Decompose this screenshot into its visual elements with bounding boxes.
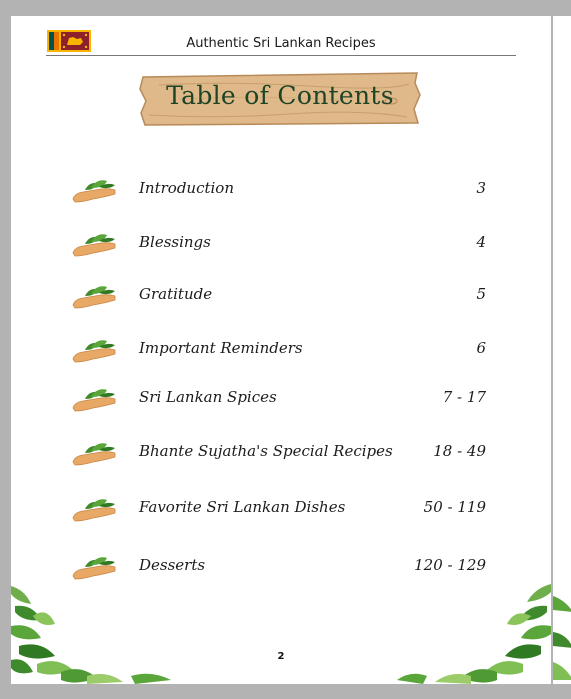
toc-entry-label: Introduction (139, 179, 234, 197)
toc-entry-page: 6 (476, 339, 486, 357)
toc-entry-label: Blessings (139, 233, 211, 251)
toc-entry-page: 18 - 49 (433, 442, 486, 460)
toc-entry-page: 7 - 17 (442, 388, 486, 406)
hand-with-leaves-icon (71, 280, 119, 310)
hand-with-leaves-icon (71, 493, 119, 523)
toc-title: Table of Contents (166, 81, 394, 110)
next-page-edge (553, 16, 571, 684)
running-header: Authentic Sri Lankan Recipes (186, 36, 376, 51)
toc-entry-label: Favorite Sri Lankan Dishes (139, 498, 346, 516)
hand-with-leaves-icon (71, 383, 119, 413)
hand-with-leaves-icon (71, 437, 119, 467)
toc-entry[interactable] (71, 174, 491, 204)
hand-with-leaves-icon (71, 174, 119, 204)
toc-entry-label: Sri Lankan Spices (139, 388, 277, 406)
page-number: 2 (277, 651, 285, 662)
toc-entry[interactable] (71, 437, 491, 467)
toc-entry-page: 4 (476, 233, 486, 251)
document-page (11, 16, 551, 684)
leaves-decoration-right-icon (391, 576, 551, 684)
toc-entry-label: Desserts (139, 556, 206, 574)
toc-entry[interactable] (71, 334, 491, 364)
toc-entry[interactable] (71, 383, 491, 413)
toc-entry-page: 50 - 119 (423, 498, 486, 516)
toc-entry[interactable] (71, 280, 491, 310)
toc-list (11, 16, 551, 616)
toc-entry-label: Important Reminders (139, 339, 303, 357)
leaves-decoration-left-icon (11, 576, 181, 684)
toc-entry-page: 3 (476, 179, 486, 197)
toc-entry-page: 5 (476, 285, 486, 303)
hand-with-leaves-icon (71, 228, 119, 258)
toc-entry[interactable] (71, 228, 491, 258)
toc-entry-label: Bhante Sujatha's Special Recipes (139, 442, 393, 460)
toc-entry[interactable] (71, 493, 491, 523)
leaves-decoration-next-page-icon (553, 576, 571, 684)
toc-entry-label: Gratitude (139, 285, 213, 303)
toc-entry-page: 120 - 129 (414, 556, 486, 574)
hand-with-leaves-icon (71, 334, 119, 364)
